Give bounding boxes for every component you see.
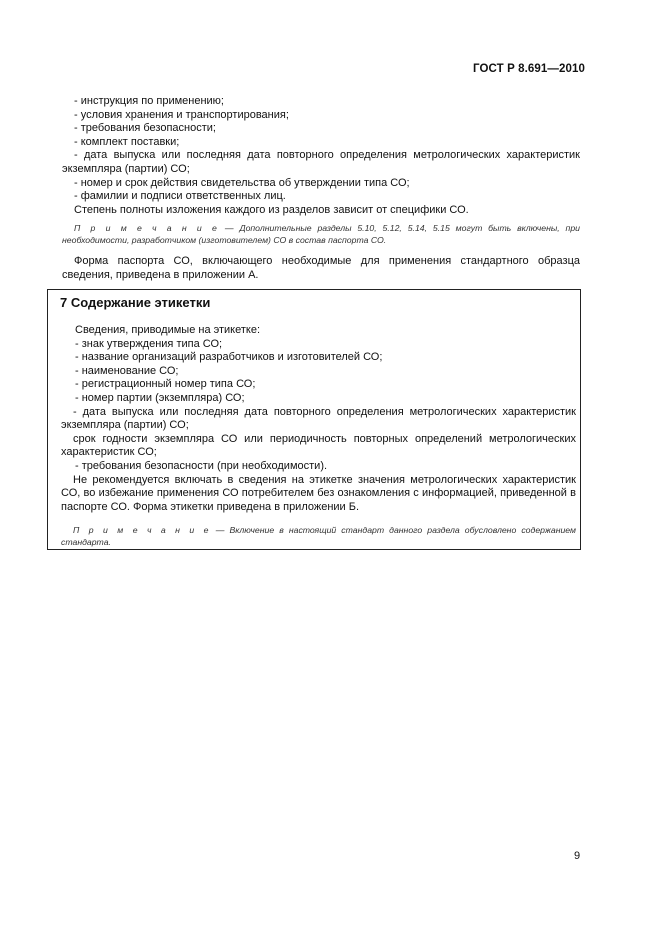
list-item: - регистрационный номер типа СО; xyxy=(75,378,256,391)
list-item: - условия хранения и транспортирования; xyxy=(74,108,289,121)
list-item: - инструкция по применению; xyxy=(74,95,224,107)
recommendation-paragraph: Не рекомендуется включать в сведения на этикетке значения метрологических характеристик СО, во избежание применения СО потребителем без ознакомления с информацией, приведенной в паспорте СО. Форма этикетки приведена в приложении Б. xyxy=(61,473,576,513)
list-item: - фамилии и подписи ответственных лиц. xyxy=(74,190,286,203)
list-item: - номер и срок действия свидетельства об утверждении типа СО; xyxy=(74,176,410,189)
completeness-paragraph: Степень полноты изложения каждого из разделов зависит от специфики СО. xyxy=(74,203,469,216)
list-item-date-line2: экземпляра (партии) СО; xyxy=(62,162,190,175)
list-item: - номер партии (экземпляра) СО; xyxy=(75,391,245,404)
list-item: - комплект поставки; xyxy=(74,135,180,148)
list-item-safety: - требования безопасности (при необходимости). xyxy=(75,459,328,472)
passport-contents-list xyxy=(62,95,580,282)
section-title: 7 Содержание этикетки xyxy=(60,295,211,310)
list-item-date: - дата выпуска или последняя дата повторного определения метрологических характеристик экземпляра (партии) СО; xyxy=(61,405,576,432)
list-item: - наименование СО; xyxy=(75,364,179,377)
passport-note xyxy=(62,222,580,246)
section-7-note xyxy=(61,524,576,548)
document-code: ГОСТ Р 8.691—2010 xyxy=(473,63,585,75)
intro-text: Сведения, приводимые на этикетке: xyxy=(75,324,261,336)
page-number: 9 xyxy=(574,850,581,862)
list-item: - название организаций разработчиков и изготовителей СО; xyxy=(75,351,383,364)
list-item-date-line1: - дата выпуска или последняя дата повторного определения метрологических характеристик xyxy=(74,149,580,162)
section-7-content xyxy=(61,324,576,557)
list-item: - знак утверждения типа СО; xyxy=(75,337,223,350)
list-item: - требования безопасности; xyxy=(74,122,216,135)
shelf-life-text: срок годности экземпляра СО или периодичность повторных определений метрологических характеристик СО; xyxy=(61,432,576,459)
note-text: — Дополнительные разделы 5.10, 5.12, 5.14, 5.15 могут быть включены, при необходимости, разработчиком (изготовителем) СО в состав паспорта СО. xyxy=(62,223,580,246)
note-label: П р и м е ч а н и е xyxy=(74,223,220,234)
form-paragraph: Форма паспорта СО, включающего необходимые для применения стандартного образца сведения, приведена в приложении А. xyxy=(62,255,580,281)
section-7-box xyxy=(47,289,581,550)
note-label: П р и м е ч а н и е xyxy=(73,525,211,536)
note-text: — Включение в настоящий стандарт данного раздела обусловлено содержанием стандарта. xyxy=(61,525,576,548)
